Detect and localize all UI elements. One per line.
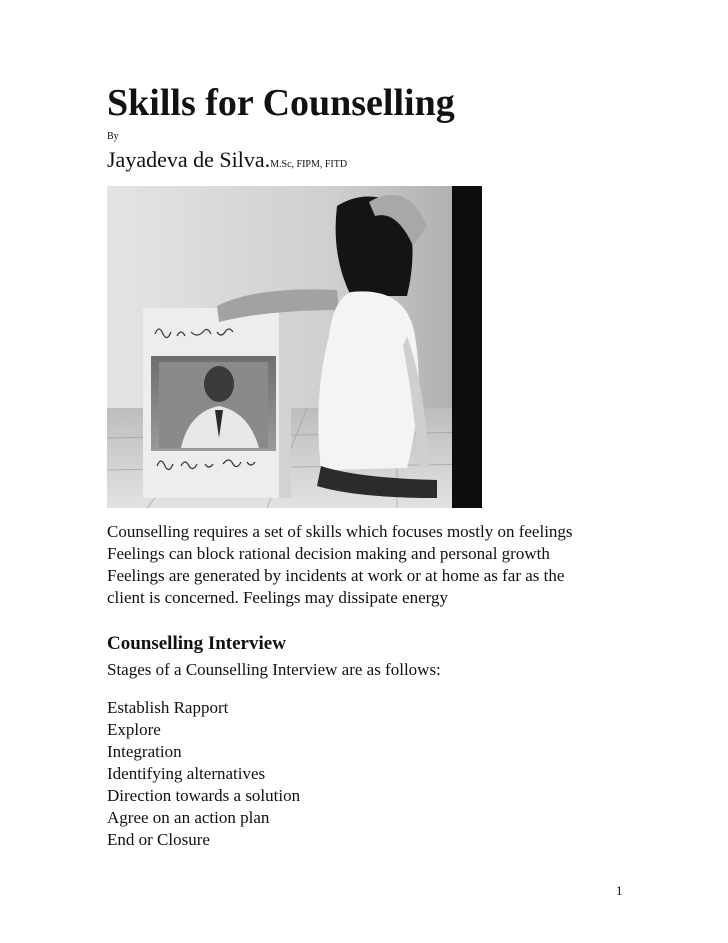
- list-item: Identifying alternatives: [107, 764, 266, 783]
- intro-paragraph: [107, 521, 667, 609]
- list-item: Establish Rapport: [107, 698, 229, 717]
- section-heading: Counselling Interview: [107, 633, 286, 654]
- paragraph-line: Feelings are generated by incidents at work or at home as far as the: [107, 566, 565, 585]
- author-name: Jayadeva de Silva.: [107, 147, 271, 172]
- paragraph-line: Feelings can block rational decision making and personal growth: [107, 544, 550, 563]
- cover-illustration: [107, 186, 482, 508]
- list-item: Explore: [107, 720, 161, 739]
- page-number: 1: [616, 883, 623, 898]
- author-credentials: M.Sc, FIPM, FITD: [270, 159, 348, 170]
- document-title: Skills for Counselling: [107, 82, 455, 124]
- by-label: By: [107, 131, 119, 142]
- paragraph-line: client is concerned. Feelings may dissipate energy: [107, 588, 449, 607]
- stages-list: [107, 697, 300, 851]
- paragraph-line: Counselling requires a set of skills which focuses mostly on feelings: [107, 522, 573, 541]
- cover-photo: [107, 186, 482, 508]
- list-item: Integration: [107, 742, 182, 761]
- list-item: Agree on an action plan: [107, 808, 270, 827]
- author-line: [107, 147, 347, 173]
- section-intro: Stages of a Counselling Interview are as follows:: [107, 660, 441, 679]
- list-item: End or Closure: [107, 830, 210, 849]
- list-item: Direction towards a solution: [107, 786, 301, 805]
